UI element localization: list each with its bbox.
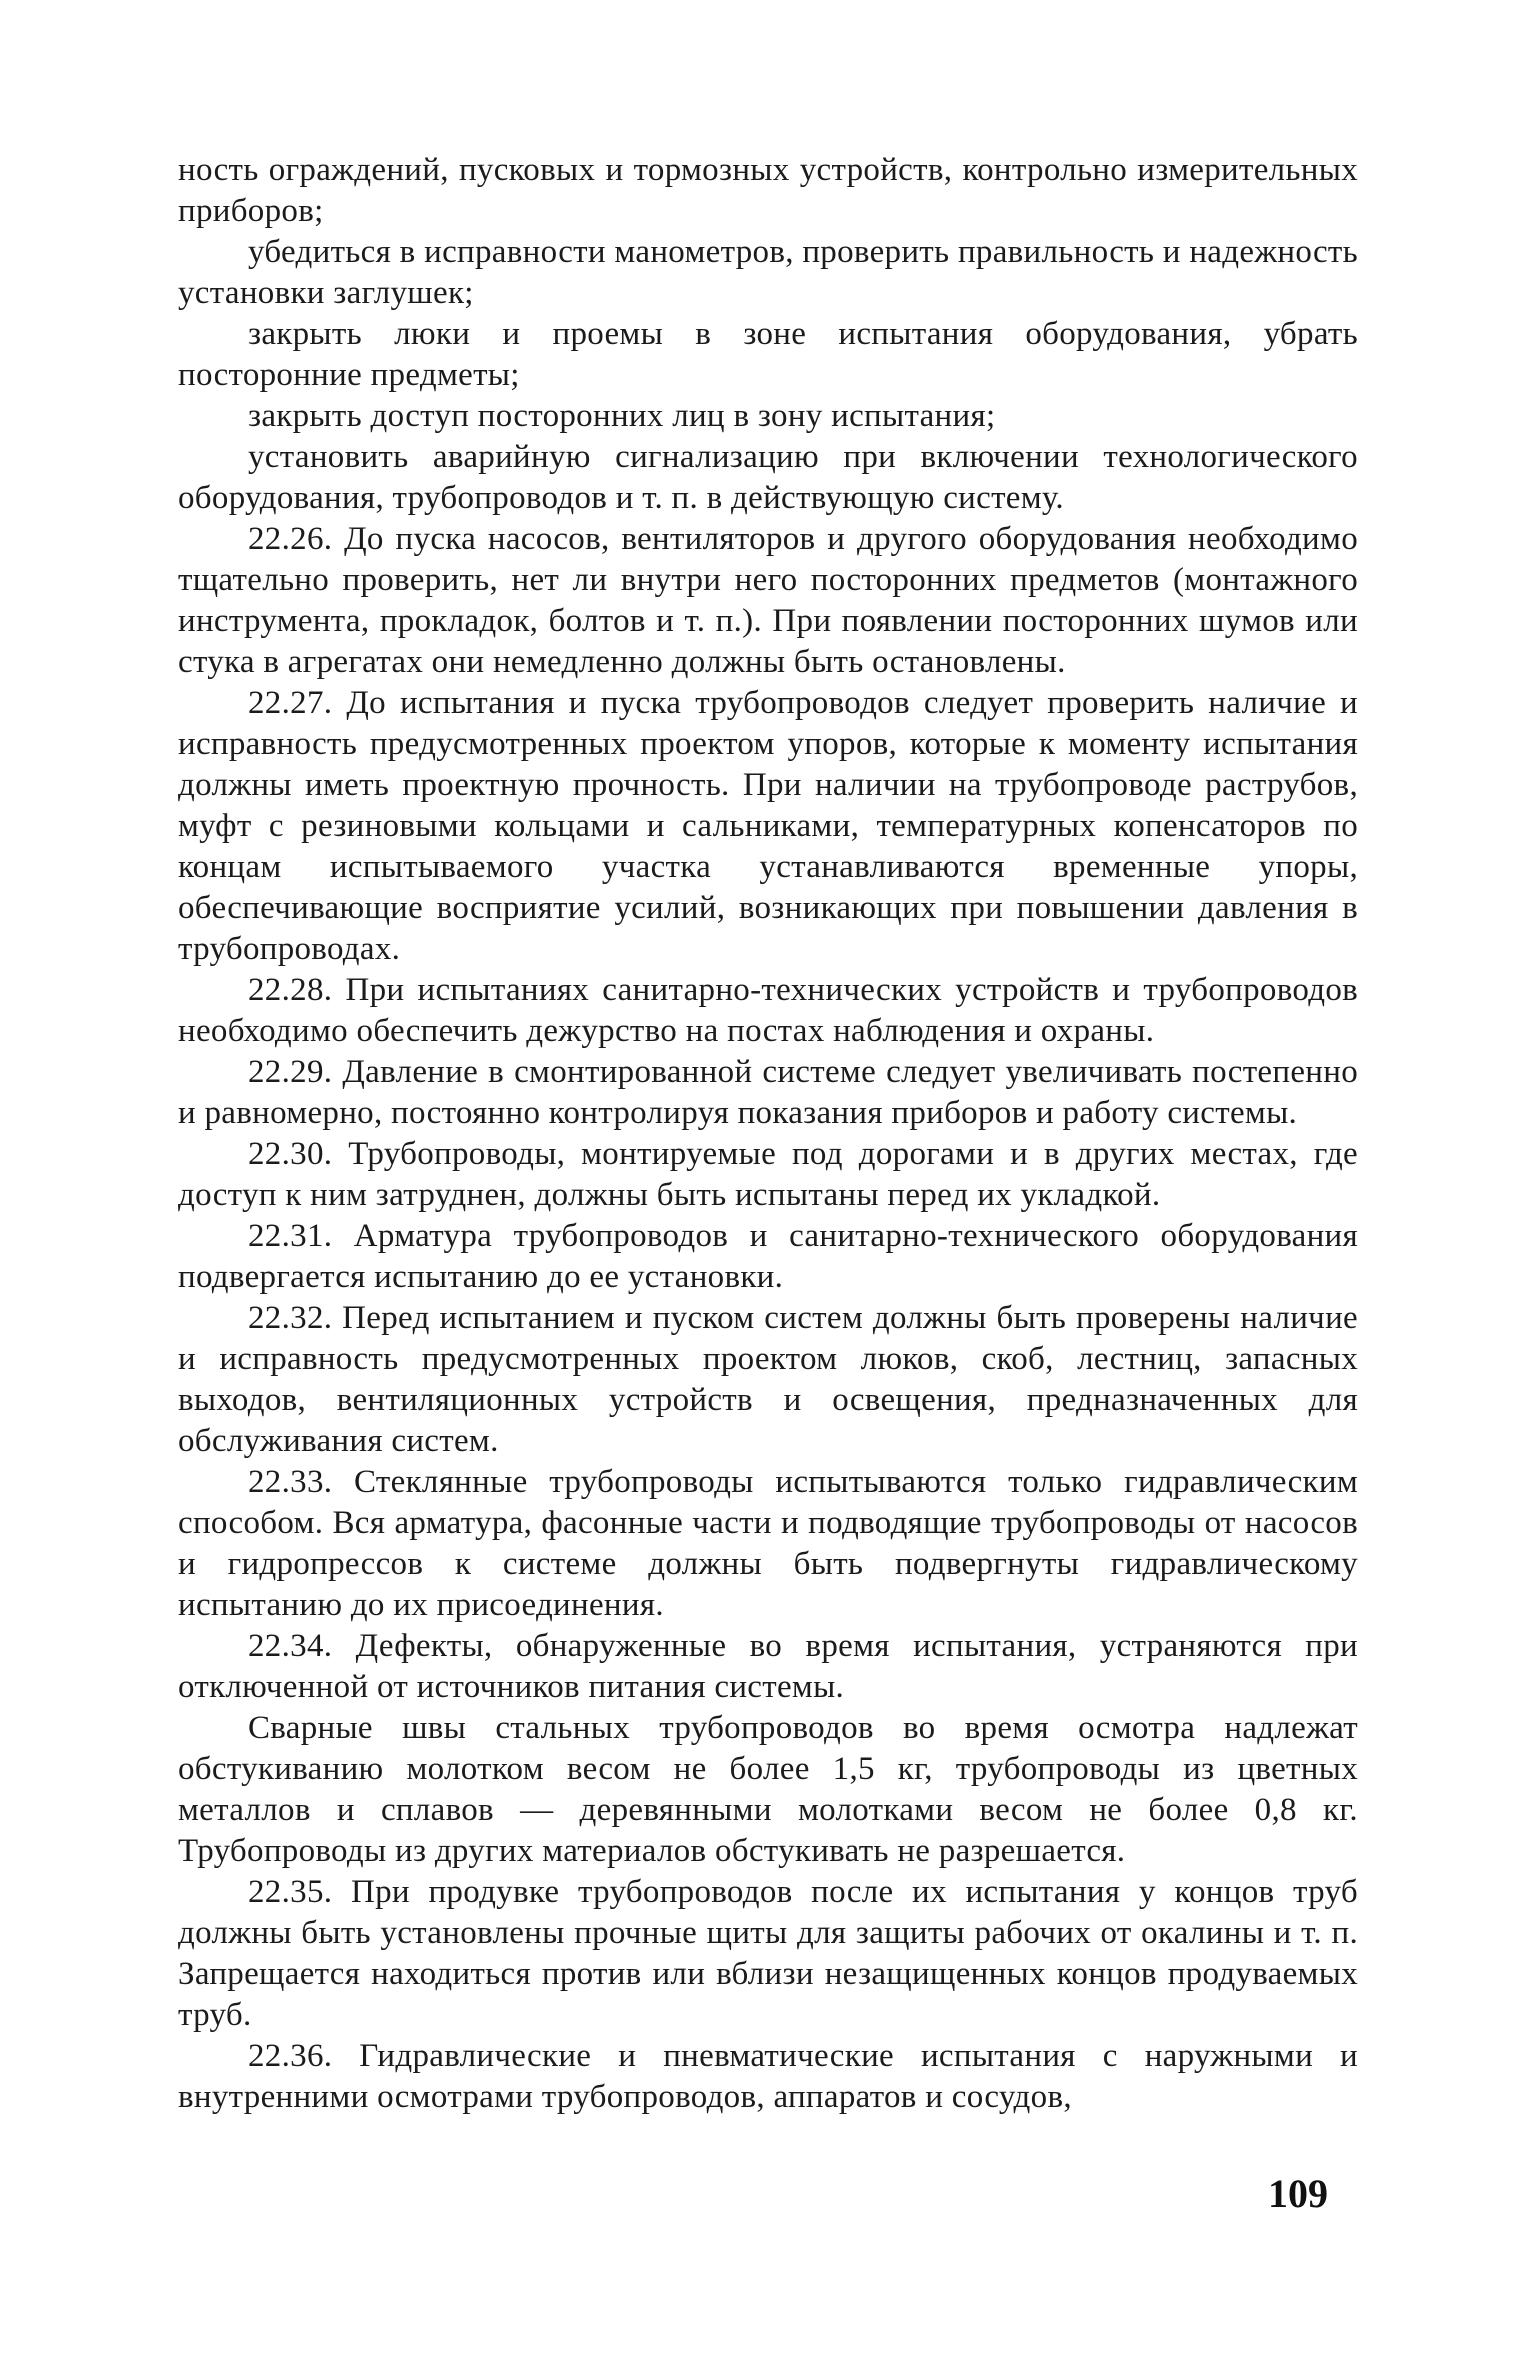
document-body xyxy=(178,150,1358,2118)
paragraph-continuation: ность ограждений, пусковых и тормозных устройств, контрольно измерительных приборов; xyxy=(178,152,1358,229)
paragraph-22-36: 22.36. Гидравлические и пневматические испытания с наружными и внутренними осмотрами трубопроводов, аппаратов и сосудов, xyxy=(178,2038,1358,2115)
paragraph-close-hatches: закрыть люки и проемы в зоне испытания оборудования, убрать посторонние предметы; xyxy=(178,316,1358,393)
paragraph-22-29: 22.29. Давление в смонтированной системе следует увеличивать постепенно и равномерно, постоянно контролируя показания приборов и работу системы. xyxy=(178,1054,1358,1131)
paragraph-check-manometers: убедиться в исправности манометров, проверить правильность и надежность установки заглушек; xyxy=(178,234,1358,311)
paragraph-22-32: 22.32. Перед испытанием и пуском систем должны быть проверены наличие и исправность предусмотренных проектом люков, скоб, лестниц, запасных выходов, вентиляционных устройств и освещения, предназначенных для обслуживания систем. xyxy=(178,1300,1358,1459)
page-number: 109 xyxy=(1268,2171,1328,2216)
paragraph-alarm: установить аварийную сигнализацию при включении технологического оборудования, трубопроводов и т. п. в действующую систему. xyxy=(178,439,1358,516)
paragraph-22-34: 22.34. Дефекты, обнаруженные во время испытания, устраняются при отключенной от источников питания системы. xyxy=(178,1628,1358,1705)
paragraph-22-30: 22.30. Трубопроводы, монтируемые под дорогами и в других местах, где доступ к ним затруднен, должны быть испытаны перед их укладкой. xyxy=(178,1136,1358,1213)
paragraph-22-26: 22.26. До пуска насосов, вентиляторов и другого оборудования необходимо тщательно проверить, нет ли внутри него посторонних предметов (монтажного инструмента, прокладок, болтов и т. п.). При появлении посторонних шумов или стука в агрегатах они немедленно должны быть остановлены. xyxy=(178,521,1358,680)
paragraph-welds: Сварные швы стальных трубопроводов во время осмотра надлежат обстукиванию молотком весом не более 1,5 кг, трубопроводы из цветных металлов и сплавов — деревянными молотками весом не более 0,8 кг. Трубопроводы из других материалов обстукивать не разрешается. xyxy=(178,1710,1358,1869)
paragraph-22-28: 22.28. При испытаниях санитарно-технических устройств и трубопроводов необходимо обеспечить дежурство на постах наблюдения и охраны. xyxy=(178,972,1358,1049)
paragraph-close-access: закрыть доступ посторонних лиц в зону испытания; xyxy=(248,398,996,434)
paragraph-22-33: 22.33. Стеклянные трубопроводы испытываются только гидравлическим способом. Вся арматура, фасонные части и подводящие трубопроводы от насосов и гидропрессов к системе должны быть подвергнуты гидравлическому испытанию до их присоединения. xyxy=(178,1464,1358,1623)
paragraph-22-31: 22.31. Арматура трубопроводов и санитарно-технического оборудования подвергается испытанию до ее установки. xyxy=(178,1218,1358,1295)
paragraph-22-27: 22.27. До испытания и пуска трубопроводов следует проверить наличие и исправность предусмотренных проектом упоров, которые к моменту испытания должны иметь проектную прочность. При наличии на трубопроводе раструбов, муфт с резиновыми кольцами и сальниками, температурных копенсаторов по концам испытываемого участка устанавливаются временные упоры, обеспечивающие восприятие усилий, возникающих при повышении давления в трубопроводах. xyxy=(178,685,1358,967)
paragraph-22-35: 22.35. При продувке трубопроводов после их испытания у концов труб должны быть установлены прочные щиты для защиты рабочих от окалины и т. п. Запрещается находиться против или вблизи незащищенных концов продуваемых труб. xyxy=(178,1874,1358,2033)
